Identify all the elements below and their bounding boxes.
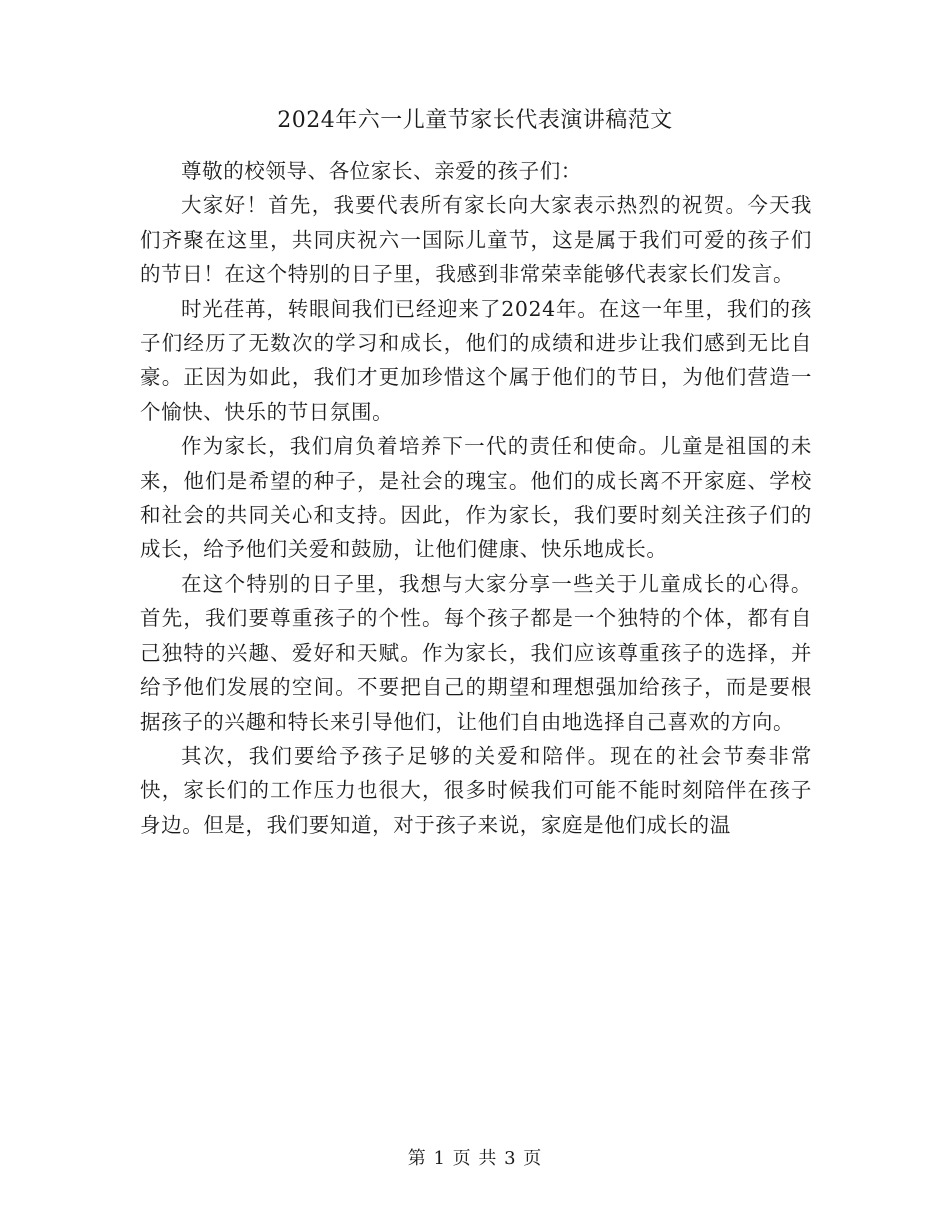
document-body — [140, 154, 812, 842]
paragraph-responsibility: 作为家长，我们肩负着培养下一代的责任和使命。儿童是祖国的未来，他们是希望的种子，是社会的瑰宝。他们的成长离不开家庭、学校和社会的共同关心和支持。因此，作为家长，我们要时刻关注孩子们的成长，给予他们关爱和鼓励，让他们健康、快乐地成长。 — [140, 434, 812, 562]
salutation-paragraph: 尊敬的校领导、各位家长、亲爱的孩子们： — [181, 159, 582, 183]
document-title: 2024年六一儿童节家长代表演讲稿范文 — [277, 108, 673, 133]
paragraph-greeting: 大家好！首先，我要代表所有家长向大家表示热烈的祝贺。今天我们齐聚在这里，共同庆祝六一国际儿童节，这是属于我们可爱的孩子们的节日！在这个特别的日子里，我感到非常荣幸能够代表家长们发言。 — [140, 193, 812, 287]
paragraph-time: 时光荏苒，转眼间我们已经迎来了2024年。在这一年里，我们的孩子们经历了无数次的学习和成长，他们的成绩和进步让我们感到无比自豪。正因为如此，我们才更加珍惜这个属于他们的节日，为他们营造一个愉快、快乐的节日氛围。 — [140, 296, 812, 424]
paragraph-companionship: 其次，我们要给予孩子足够的关爱和陪伴。现在的社会节奏非常快，家长们的工作压力也很大，很多时候我们可能不能时刻陪伴在孩子身边。但是，我们要知道，对于孩子来说，家庭是他们成长的温 — [140, 743, 812, 837]
page-footer — [0, 1146, 950, 1172]
paragraph-respect: 在这个特别的日子里，我想与大家分享一些关于儿童成长的心得。首先，我们要尊重孩子的个性。每个孩子都是一个独特的个体，都有自己独特的兴趣、爱好和天赋。作为家长，我们应该尊重孩子的选择，并给予他们发展的空间。不要把自己的期望和理想强加给孩子，而是要根据孩子的兴趣和特长来引导他们，让他们自由地选择自己喜欢的方向。 — [140, 571, 812, 734]
page-number-label: 第 1 页 共 3 页 — [407, 1148, 543, 1169]
